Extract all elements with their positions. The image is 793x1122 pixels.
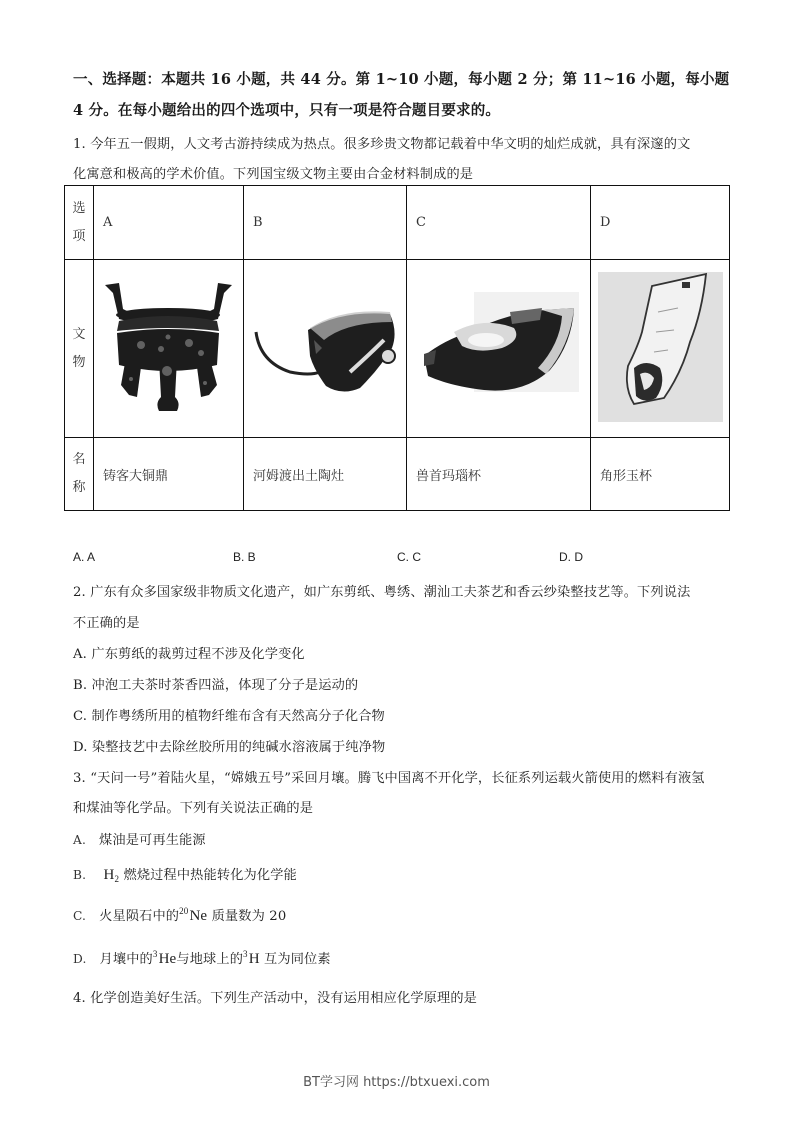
q2-option-c: C. 制作粤绣所用的植物纤维布含有天然高分子化合物 — [73, 709, 385, 724]
option-label-d: D — [591, 186, 730, 260]
q3-stem-line1: 3. “天问一号”着陆火星，“嫦娥五号”采回月壤。腾飞中国离不开化学，长征系列运载火箭使用的燃料有液氢 — [73, 771, 705, 786]
option-label-c: C — [407, 186, 591, 260]
q2-option-b: B. 冲泡工夫茶时茶香四溢，体现了分子是运动的 — [73, 678, 359, 693]
neon-symbol: Ne — [189, 908, 208, 924]
hydrogen-symbol: H — [248, 951, 260, 967]
pottery-stove-image — [250, 292, 400, 402]
q3-option-d: D. 月壤中的$^3$He与地球上的$^3$H 互为同位素 — [73, 949, 331, 967]
q3-option-b: B. $H_2$ 燃烧过程中热能转化为化学能 — [73, 867, 297, 884]
q3-option-c: C. 火星陨石中的$^{20}$Ne 质量数为 20 — [73, 906, 287, 924]
section-heading-line1: 一、选择题：本题共 16 小题，共 44 分。第 1~10 小题，每小题 2 分；第 11~16 小题，每小题 — [73, 71, 730, 88]
row-header-names: 名 称 — [65, 438, 94, 511]
q3-option-a: A. 煤油是可再生能源 — [73, 833, 206, 848]
q2-stem-line1: 2. 广东有众多国家级非物质文化遗产，如广东剪纸、粤绣、潮汕工夫茶艺和香云纱染整技艺等。下列说法 — [73, 585, 691, 600]
section-heading-line2: 4 分。在每小题给出的四个选项中，只有一项是符合题目要求的。 — [73, 102, 501, 119]
bronze-ding-image — [101, 279, 236, 414]
agate-cup-image — [414, 284, 584, 409]
q1-answer-b: B. B — [233, 550, 256, 564]
q1-answer-a: A. A — [73, 550, 96, 564]
q2-option-a: A. 广东剪纸的裁剪过程不涉及化学变化 — [73, 647, 305, 662]
q4-stem-line1: 4. 化学创造美好生活。下列生产活动中，没有运用相应化学原理的是 — [73, 991, 478, 1006]
table-row-names — [65, 438, 730, 511]
row-header-options: 选 项 — [65, 186, 94, 260]
footer-watermark: BT学习网 https://btxuexi.com — [303, 1075, 490, 1090]
option-label-b: B — [244, 186, 407, 260]
relic-name-a: 铸客大铜鼎 — [94, 438, 244, 511]
relics-table — [64, 185, 730, 511]
q1-answer-d: D. D — [559, 550, 583, 564]
jade-horn-cup-image — [598, 272, 723, 422]
h2-formula: $H_2$ — [103, 867, 120, 884]
q1-answer-c: C. C — [397, 550, 421, 564]
q2-option-d: D. 染整技艺中去除丝胶所用的纯碱水溶液属于纯净物 — [73, 740, 386, 755]
table-row-relics — [65, 260, 730, 438]
q1-stem-line1: 1. 今年五一假期，人文考古游持续成为热点。很多珍贵文物都记载着中华文明的灿烂成就，具有深邃的文 — [73, 137, 691, 152]
q1-stem-line2: 化寓意和极高的学术价值。下列国宝级文物主要由合金材料制成的是 — [73, 167, 474, 182]
table-row-options — [65, 186, 730, 260]
q2-stem-line2: 不正确的是 — [73, 616, 140, 631]
q3-stem-line2: 和煤油等化学品。下列有关说法正确的是 — [73, 801, 314, 816]
relic-name-b: 河姆渡出土陶灶 — [244, 438, 407, 511]
row-header-relics: 文 物 — [65, 260, 94, 438]
relic-name-c: 兽首玛瑙杯 — [407, 438, 591, 511]
helium-symbol: He — [158, 951, 177, 967]
option-label-a: A — [94, 186, 244, 260]
relic-name-d: 角形玉杯 — [591, 438, 730, 511]
